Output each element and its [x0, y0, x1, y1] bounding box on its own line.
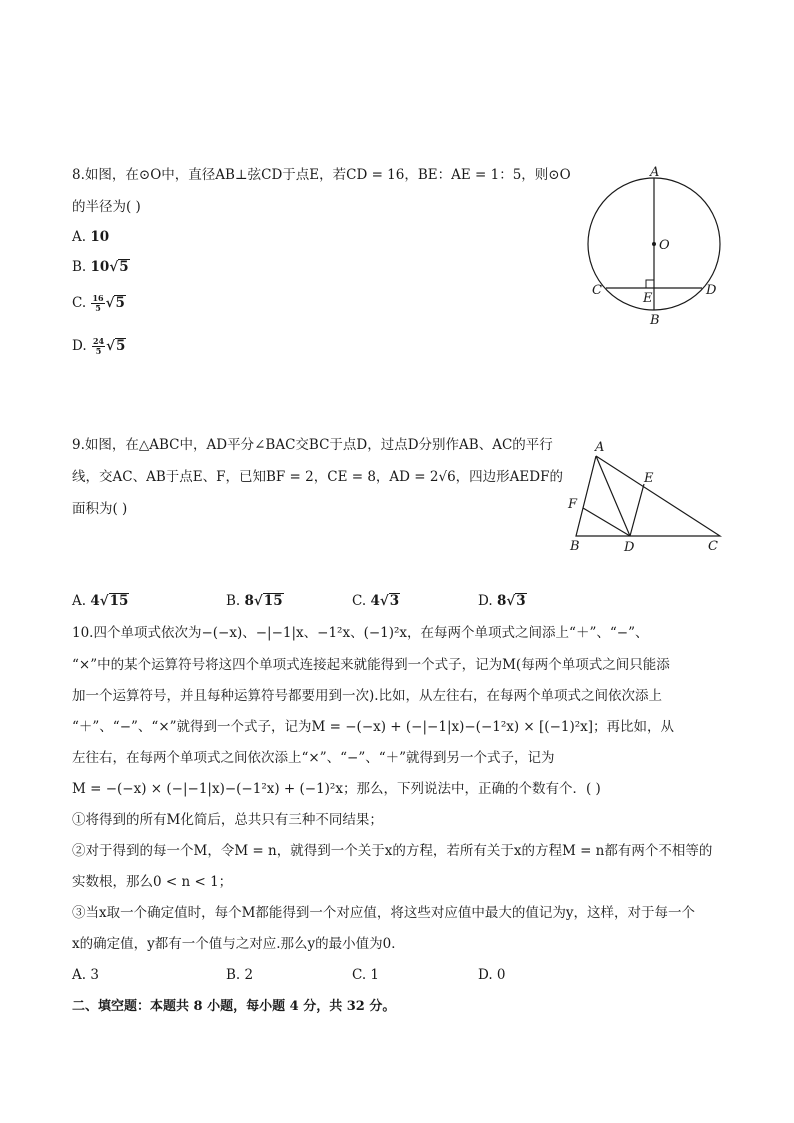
q8-option-c: C. $\frac{16}{5}$ √5 [72, 293, 125, 313]
q10-statement-2: ②对于得到的每一个M，令M = n，就得到一个关于x的方程，若所有关于x的方程M = n都有两个不相等的 [72, 843, 713, 859]
label-a: A [650, 165, 660, 180]
q8-option-b-coef: 10 [90, 259, 110, 275]
label-b: B [570, 539, 580, 554]
q9-option-c-coef: 4 [370, 593, 380, 609]
q10-line1: 10.四个单项式依次为−(−x)、−|−1|x、−1²x、(−1)²x，在每两个单项式之间添上“＋”、“−”、 [72, 625, 649, 641]
q8-stem-line1: 8.如图，在⊙O中，直径AB⊥弦CD于点E，若CD = 16，BE：AE = 1：5，则⊙O [72, 167, 571, 183]
q9-option-b-coef: 8 [244, 593, 254, 609]
label-b: B [650, 313, 660, 328]
q9-option-d-radicand: 3 [516, 593, 526, 609]
q9-option-a: A. 4√15 [72, 593, 129, 609]
q9-stem-line2: 线，交AC、AB于点E、F，已知BF = 2，CE = 8，AD = 2√6，四边形AEDF的 [72, 469, 563, 485]
q8-option-a-value: 10 [90, 229, 110, 245]
section-2-heading: 二、填空题：本题共 8 小题，每小题 4 分，共 32 分。 [72, 999, 396, 1014]
segment-ad [596, 456, 630, 536]
q10-statement-2-cont: 实数根，那么0 < n < 1； [72, 874, 233, 890]
q9-option-c: C. 4√3 [352, 593, 400, 609]
q8-option-d-label: D. [72, 338, 87, 354]
q9-option-c-label: C. [352, 593, 367, 609]
q8-option-b-radicand: 5 [119, 259, 129, 275]
q10-line3: 加一个运算符号，并且每种运算符号都要用到一次).比如，从左往右，在每两个单项式之间依次添上 [72, 688, 663, 704]
q9-stem-line3: 面积为( ) [72, 501, 128, 517]
label-e: E [644, 471, 654, 486]
q8-circle-figure [580, 160, 740, 332]
q9-option-a-radicand: 15 [109, 593, 129, 609]
label-d: D [706, 283, 717, 298]
label-c: C [708, 539, 718, 554]
q8-option-a [72, 228, 109, 246]
q8-option-d-radicand: 5 [115, 338, 126, 354]
q8-option-d-denominator: 5 [95, 346, 102, 356]
q9-stem-line1: 9.如图，在△ABC中，AD平分∠BAC交BC于点D，过点D分别作AB、AC的平行 [72, 437, 553, 453]
q8-option-c-radicand: 5 [115, 295, 125, 311]
label-a: A [595, 440, 605, 455]
q9-option-c-radicand: 3 [389, 593, 400, 609]
q8-option-c-denominator: 5 [95, 303, 101, 313]
q9-option-d-coef: 8 [496, 593, 507, 609]
q8-option-b-label: B. [72, 259, 87, 275]
q9-option-d-label: D. [478, 593, 493, 609]
label-f: F [568, 497, 578, 512]
q10-line2: “×”中的某个运算符号将这四个单项式连接起来就能得到一个式子，记为M(每两个单项式之间只能添 [72, 657, 670, 673]
q8-option-a-label: A. [72, 229, 87, 245]
q9-option-d: D. 8√3 [478, 593, 526, 609]
q9-option-b-radicand: 15 [263, 593, 283, 609]
q10-option-a: A. 3 [72, 967, 99, 983]
q10-line5: 左往右，在每两个单项式之间依次添上“×”、“−”、“＋”就得到另一个式子，记为 [72, 750, 555, 766]
q10-statement-1: ①将得到的所有M化简后，总共只有三种不同结果； [72, 812, 383, 828]
q9-option-b: B. 8√15 [226, 593, 283, 609]
q10-option-b: B. 2 [226, 967, 254, 983]
q8-option-d: D. $\frac{24}{5}$ √5 [72, 336, 126, 356]
segment-de [630, 484, 644, 536]
q10-line6: M = −(−x) × (−|−1|x)−(−1²x) + (−1)²x；那么，下列说法中，正确的个数有个．( ) [72, 781, 601, 797]
segment-df [583, 508, 630, 536]
q8-option-c-numerator: 16 [92, 293, 104, 303]
q10-option-d: D. 0 [478, 967, 506, 983]
q10-statement-3: ③当x取一个确定值时，每个M都能得到一个对应值，将这些对应值中最大的值记为y，这样，对于每一个 [72, 905, 696, 921]
q9-option-a-coef: 4 [90, 593, 100, 609]
q9-triangle-figure [560, 430, 740, 560]
q8-option-c-label: C. [72, 295, 87, 311]
right-angle-marker [646, 280, 654, 288]
q8-option-b: B. 10√5 [72, 259, 129, 275]
q10-option-c: C. 1 [352, 967, 380, 983]
center-point [652, 242, 656, 246]
q9-option-a-label: A. [72, 593, 87, 609]
label-d: D [624, 540, 635, 555]
label-e: E [643, 291, 653, 306]
triangle-abc [576, 456, 720, 536]
label-o: O [659, 238, 670, 253]
q10-statement-3-cont: x的确定值，y都有一个值与之对应.那么y的最小值为0． [72, 936, 405, 952]
q10-line4: “＋”、“−”、“×”就得到一个式子，记为M = −(−x) + (−|−1|x)−(−1²x) × [(−1)²x]；再比如，从 [72, 719, 675, 735]
q8-option-d-numerator: 24 [92, 336, 105, 346]
label-c: C [592, 283, 602, 298]
q9-option-b-label: B. [226, 593, 241, 609]
q8-stem-line2: 的半径为( ) [72, 199, 141, 215]
